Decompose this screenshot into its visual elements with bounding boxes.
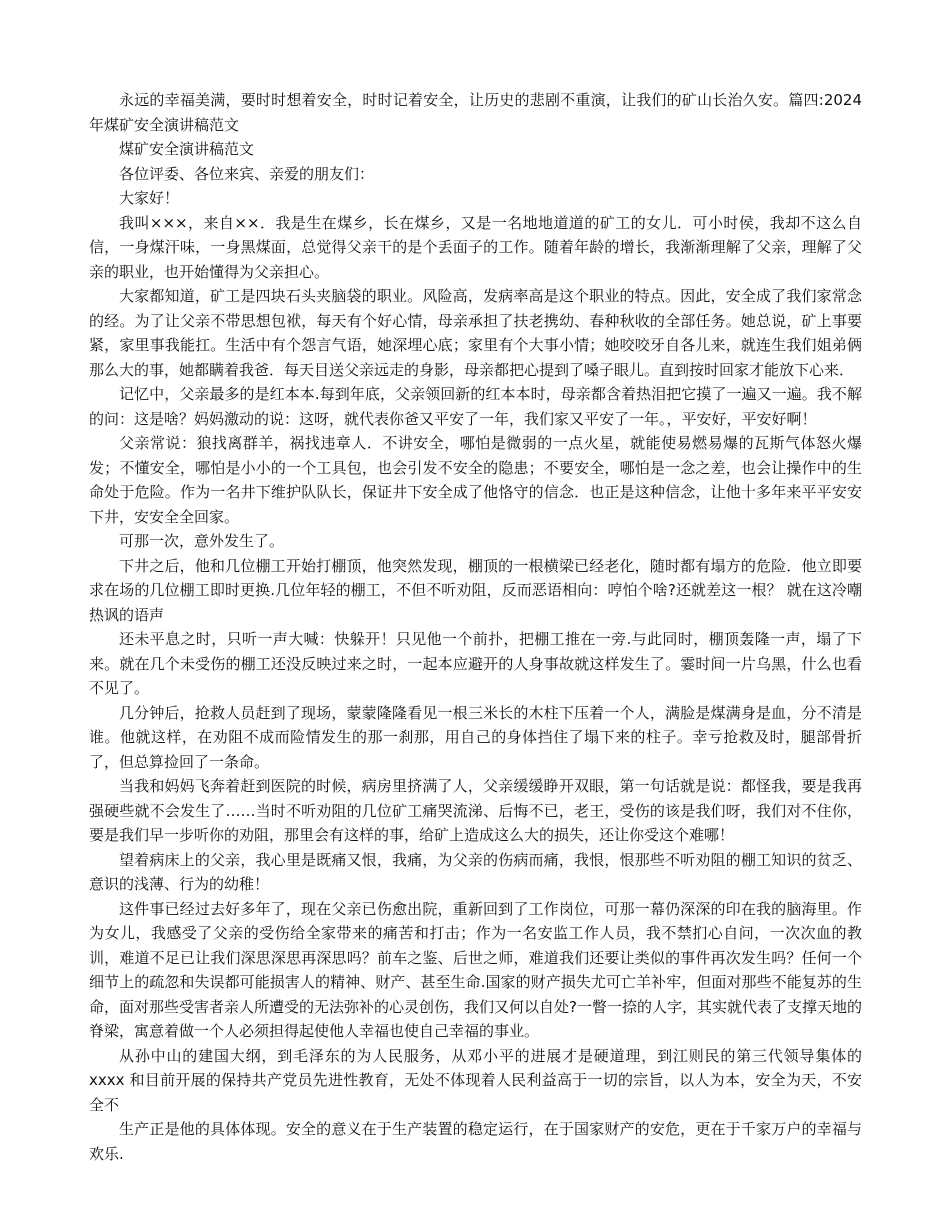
paragraph: 从孙中山的建国大纲，到毛泽东的为人民服务，从邓小平的进展才是硬道理，到江则民的第三代领导集体的 xxxx 和目前开展的保持共产党员先进性教育，无处不体现着人民利益高于一切的宗旨，以人为本，安全为天，不安全不	[89, 1046, 862, 1114]
paragraph: 煤矿安全演讲稿范文	[119, 140, 255, 158]
document-body	[89, 88, 862, 1166]
paragraph: 当我和妈妈飞奔着赶到医院的时候，病房里挤满了人，父亲缓缓睁开双眼，第一句话就是说：都怪我，要是我再强硬些就不会发生了……当时不听劝阻的几位矿工痛哭流涕、后悔不已，老王，受伤的该是我们呀，我们对不住你，要是我们早一步听你的劝阻，那里会有这样的事，给矿上造成这么大的损失，还让你受这个难哪！	[89, 777, 862, 844]
paragraph: 下井之后，他和几位棚工开始打棚顶，他突然发现，棚顶的一根横梁已经老化，随时都有塌方的危险．他立即要求在场的几位棚工即时更换.几位年轻的棚工，不但不听劝阻，反而恶语相向：哼怕个啥?还就差这一根？ 就在这冷嘲热讽的语声	[89, 556, 862, 624]
paragraph: 生产正是他的具体体现。安全的意义在于生产装置的稳定运行，在于国家财产的安危，更在于千家万户的幸福与欢乐.	[89, 1120, 862, 1163]
paragraph: 大家好！	[119, 189, 180, 207]
paragraph: 还未平息之时，只听一声大喊：快躲开！只见他一个前扑，把棚工推在一旁.与此同时，棚顶轰隆一声，塌了下来。就在几个未受伤的棚工还没反映过来之时，一起本应避开的人身事故就这样发生了。霎时间一片乌黑，什么也看不见了。	[89, 630, 862, 697]
paragraph: 这件事已经过去好多年了，现在父亲已伤愈出院，重新回到了工作岗位，可那一幕仍深深的印在我的脑海里。作为女儿，我感受了父亲的受伤给全家带来的痛苦和打击；作为一名安监工作人员，我不禁扪心自问，一次次血的教训，难道不足已让我们深思深思再深思吗？前车之鉴、后世之师，难道我们还要让类似的事件再次发生吗？任何一个细节上的疏忽和失误都可能损害人的精神、财产、甚至生命.国家的财产损失尤可亡羊补牢，但面对那些不能复苏的生命，面对那些受害者亲人所遭受的无法弥补的心灵创伤，我们又何以自处?一瞥一捺的人字，其实就代表了支撑天地的脊梁，寓意着做一个人必须担得起使他人幸福也使自己幸福的事业。	[89, 899, 862, 1040]
paragraph: 各位评委、各位来宾、亲爱的朋友们：	[119, 164, 375, 183]
paragraph: 大家都知道，矿工是四块石头夹脑袋的职业。风险高，发病率高是这个职业的特点。因此，安全成了我们家常念的经。为了让父亲不带思想包袱，每天有个好心情，母亲承担了扶老携幼、春种秋收的全部任务。她总说，矿上事要紧，家里事我能扛。生活中有个怨言气语，她深埋心底；家里有个大事小情；她咬咬牙自各儿来，就连生我们姐弟俩那么大的事，她都瞒着我爸．每天目送父亲远走的身影，母亲都把心提到了嗓子眼儿。直到按时回家才能放下心来．	[89, 287, 862, 379]
paragraph: 记忆中，父亲最多的是红本本.每到年底，父亲领回新的红本本时，母亲都含着热泪把它摸了一遍又一遍。我不解的问：这是啥？妈妈激动的说：这呀，就代表你爸又平安了一年，我们家又平安了一年。，平安好，平安好啊！	[89, 385, 862, 428]
paragraph: 永远的幸福美满，要时时想着安全，时时记着安全，让历史的悲剧不重演，让我们的矿山长治久安。篇四:2024年煤矿安全演讲稿范文	[89, 91, 862, 134]
paragraph: 可那一次，意外发生了。	[119, 532, 285, 550]
paragraph: 父亲常说：狼找离群羊，祸找违章人．不讲安全，哪怕是微弱的一点火星，就能使易燃易爆的瓦斯气体怒火爆发；不懂安全，哪怕是小小的一个工具包，也会引发不安全的隐患；不要安全，哪怕是一念之差，也会让操作中的生命处于危险。作为一名井下维护队队长，保证井下安全成了他恪守的信念．也正是这种信念，让他十多年来平平安安下井，安安全全回家。	[89, 434, 862, 526]
paragraph: 望着病床上的父亲，我心里是既痛又恨，我痛，为父亲的伤病而痛，我恨，恨那些不听劝阻的棚工知识的贫乏、意识的浅薄、行为的幼稚！	[89, 850, 862, 893]
paragraph: 我叫×××，来自××．我是生在煤乡，长在煤乡，又是一名地地道道的矿工的女儿．可小时侯，我却不这么自信，一身煤汗味，一身黑煤面，总觉得父亲干的是个丢面子的工作。随着年龄的增长，我渐渐理解了父亲，理解了父亲的职业，也开始懂得为父亲担心。	[89, 213, 862, 281]
paragraph: 几分钟后，抢救人员赶到了现场，蒙蒙隆隆看见一根三米长的木柱下压着一个人，满脸是煤满身是血，分不清是谁。他就这样，在劝阻不成而险情发生的那一刹那，用自己的身体挡住了塌下来的柱子。幸亏抢救及时，腿部骨折了，但总算捡回了一条命。	[89, 703, 862, 771]
